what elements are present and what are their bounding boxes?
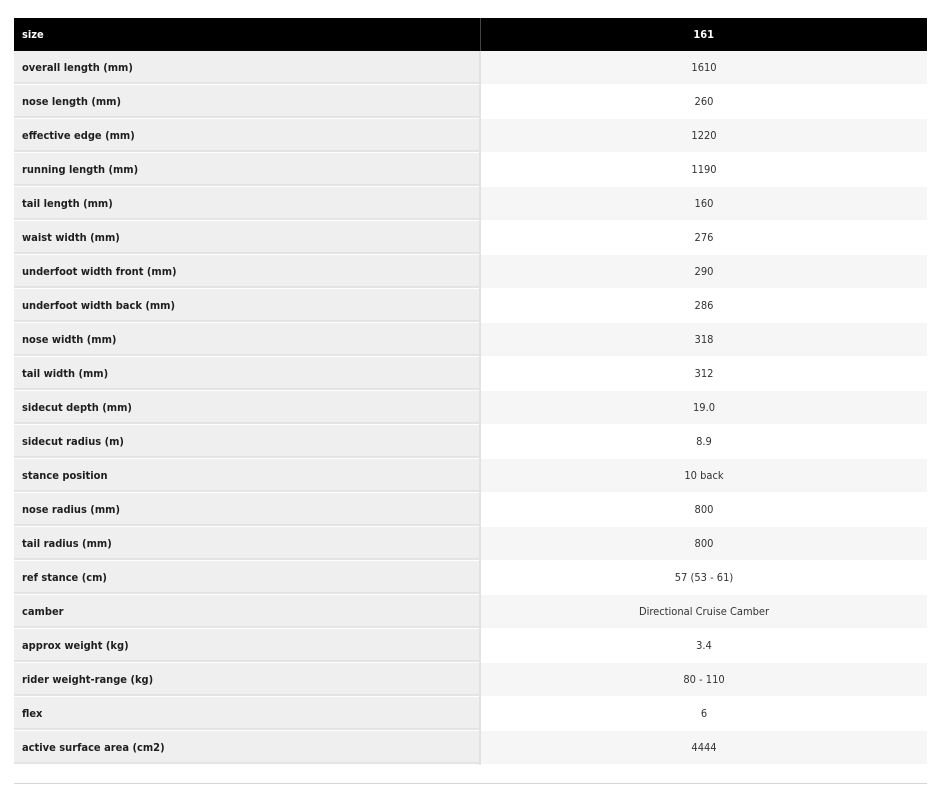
table-row (14, 561, 927, 595)
row-label: overall length (mm) (14, 51, 480, 85)
header-row (14, 18, 927, 51)
row-label: tail width (mm) (14, 357, 480, 391)
row-value: 8.9 (480, 425, 927, 459)
table-row (14, 731, 927, 765)
row-value: 800 (480, 527, 927, 561)
row-value: Directional Cruise Camber (480, 595, 927, 629)
spec-table (14, 18, 927, 765)
table-row (14, 527, 927, 561)
row-label: nose width (mm) (14, 323, 480, 357)
table-row (14, 85, 927, 119)
table-row (14, 663, 927, 697)
row-value: 4444 (480, 731, 927, 765)
table-row (14, 221, 927, 255)
row-value: 57 (53 - 61) (480, 561, 927, 595)
row-value: 6 (480, 697, 927, 731)
row-label: sidecut depth (mm) (14, 391, 480, 425)
row-label: underfoot width back (mm) (14, 289, 480, 323)
row-label: running length (mm) (14, 153, 480, 187)
table-row (14, 629, 927, 663)
table-row (14, 425, 927, 459)
row-label: stance position (14, 459, 480, 493)
row-value: 10 back (480, 459, 927, 493)
table-row (14, 697, 927, 731)
row-label: rider weight-range (kg) (14, 663, 480, 697)
row-value: 276 (480, 221, 927, 255)
row-value: 160 (480, 187, 927, 221)
row-label: tail length (mm) (14, 187, 480, 221)
row-value: 1610 (480, 51, 927, 85)
row-value: 286 (480, 289, 927, 323)
table-row (14, 357, 927, 391)
row-value: 318 (480, 323, 927, 357)
row-value: 1220 (480, 119, 927, 153)
row-label: nose length (mm) (14, 85, 480, 119)
row-value: 800 (480, 493, 927, 527)
table-row (14, 153, 927, 187)
table-row (14, 187, 927, 221)
row-value: 80 - 110 (480, 663, 927, 697)
row-value: 260 (480, 85, 927, 119)
row-label: ref stance (cm) (14, 561, 480, 595)
table-row (14, 595, 927, 629)
table-row (14, 255, 927, 289)
row-label: camber (14, 595, 480, 629)
table-row (14, 493, 927, 527)
row-label: flex (14, 697, 480, 731)
row-label: approx weight (kg) (14, 629, 480, 663)
row-value: 312 (480, 357, 927, 391)
spec-table-header (14, 18, 927, 51)
row-value: 290 (480, 255, 927, 289)
header-label: size (14, 18, 480, 51)
row-label: nose radius (mm) (14, 493, 480, 527)
table-row (14, 391, 927, 425)
table-row (14, 323, 927, 357)
row-label: sidecut radius (m) (14, 425, 480, 459)
row-label: tail radius (mm) (14, 527, 480, 561)
table-row (14, 459, 927, 493)
row-label: underfoot width front (mm) (14, 255, 480, 289)
row-label: effective edge (mm) (14, 119, 480, 153)
table-row (14, 289, 927, 323)
row-value: 1190 (480, 153, 927, 187)
row-value: 3.4 (480, 629, 927, 663)
section-divider (14, 783, 927, 784)
table-row (14, 51, 927, 85)
header-size-value: 161 (480, 18, 927, 51)
table-row (14, 119, 927, 153)
spec-table-body (14, 51, 927, 765)
row-value: 19.0 (480, 391, 927, 425)
row-label: waist width (mm) (14, 221, 480, 255)
row-label: active surface area (cm2) (14, 731, 480, 765)
